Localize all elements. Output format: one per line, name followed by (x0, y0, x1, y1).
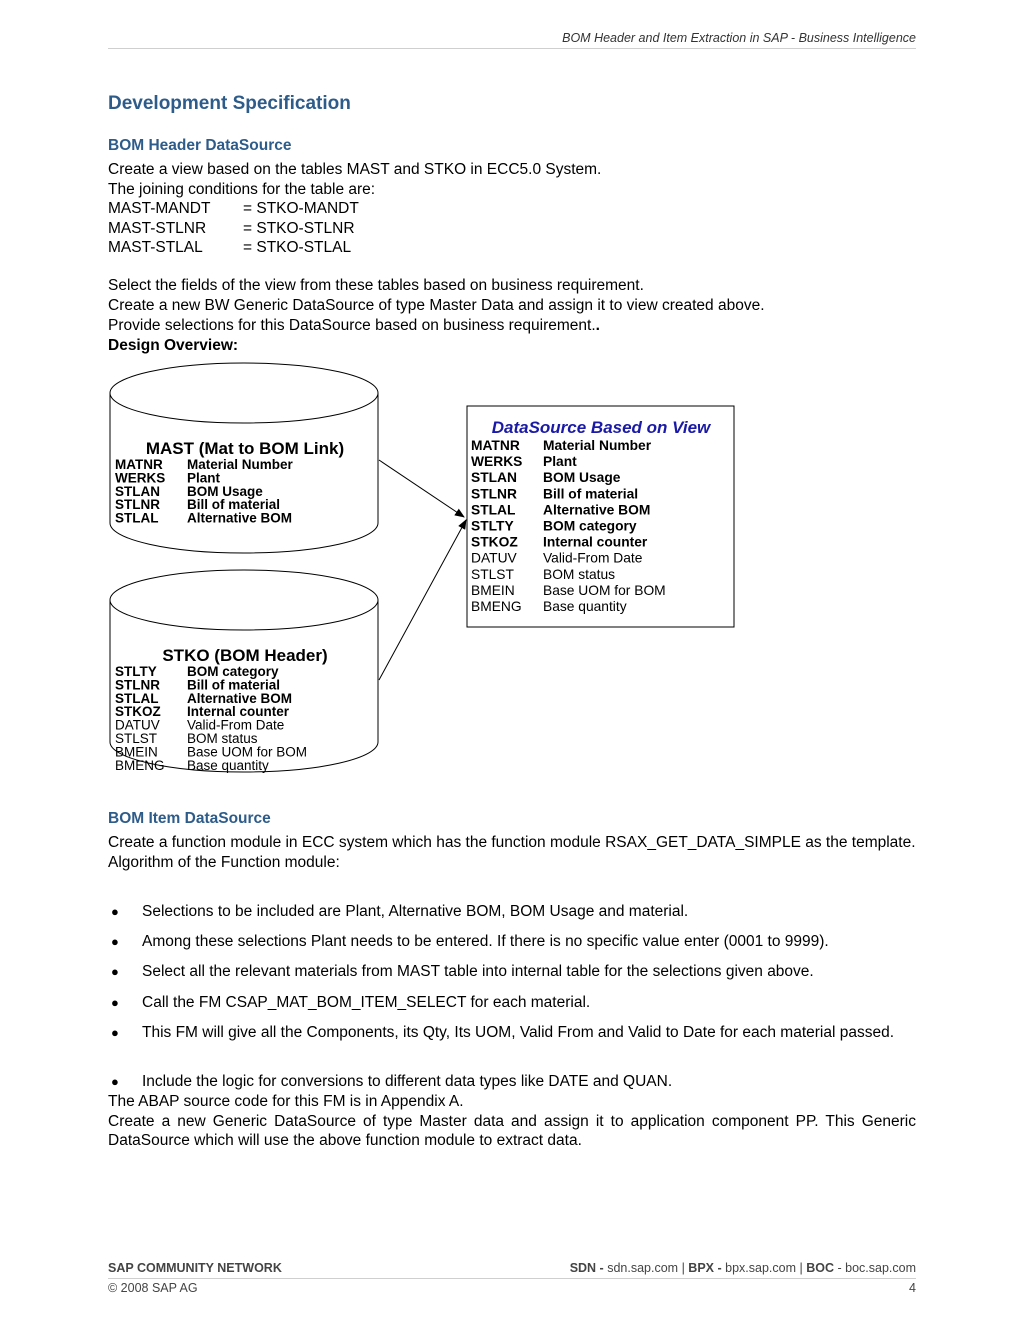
stko-field-code: DATUV (115, 717, 160, 733)
join-right: = STKO-STLAL (243, 239, 352, 256)
closing-line: Create a new Generic DataSource of type Master data and assign it to application component PP. This Generic DataSource which will use the above function module to extract data. (108, 1112, 916, 1149)
view-field-code: WERKS (471, 454, 523, 470)
mast-field-code: STLAL (115, 510, 159, 526)
para-line: Create a new BW Generic DataSource of type Master Data and assign it to view created above. (108, 296, 765, 314)
join-right: = STKO-STLNR (243, 219, 355, 237)
sdn-label: SDN - (569, 1261, 604, 1275)
mast-field-desc: Plant (187, 470, 221, 486)
intro-line: Algorithm of the Function module: (108, 853, 340, 871)
view-field-code: STLST (471, 566, 514, 582)
bpx-label: BPX - (688, 1261, 722, 1275)
intro-line: Create a function module in ECC system which has the function module RSAX_GET_DATA_SIMPLE as the template. (108, 834, 916, 851)
bom-item-closing (108, 1092, 916, 1151)
view-field-desc: BOM Usage (543, 470, 621, 486)
mast-field-code: STLAN (115, 483, 160, 499)
datasource-view-title: DataSource Based on View (491, 418, 711, 437)
bullet-icon: ● (111, 964, 119, 979)
bullet-icon: ● (111, 904, 119, 919)
view-field-code: STLAN (471, 470, 517, 486)
view-field-code: DATUV (471, 550, 517, 566)
view-field-desc: Alternative BOM (543, 502, 651, 518)
bom-item-heading: BOM Item DataSource (108, 810, 271, 827)
stko-field-desc: Internal counter (187, 704, 290, 720)
para-line: Select the fields of the view from these tables based on business requirement. (108, 277, 644, 294)
bullet-icon: ● (111, 934, 119, 949)
view-field-code: STLNR (471, 486, 517, 502)
footer-divider (108, 1278, 916, 1279)
mast-field-code: WERKS (115, 470, 166, 486)
view-field-code: STKOZ (471, 534, 518, 550)
stko-field-desc: Bill of material (187, 677, 281, 693)
mast-field-desc: Alternative BOM (187, 510, 293, 526)
para-line: Provide selections for this DataSource based on business requirement.. (108, 317, 600, 334)
separator: | (799, 1261, 803, 1275)
stko-field-code: BMEIN (115, 744, 158, 760)
view-field-desc: Bill of material (543, 486, 639, 502)
stko-field-desc: BOM status (187, 731, 258, 746)
stko-field-code: BMENG (115, 757, 165, 773)
list-item: ● This FM will give all the Components, its Qty, Its UOM, Valid From and Valid to Date for each material passed. (108, 1023, 916, 1043)
view-field-code: BMENG (471, 599, 522, 614)
stko-field-code: STLAL (115, 690, 159, 706)
intro-line: The joining conditions for the table are: (108, 180, 376, 198)
view-field-desc: BOM category (543, 518, 637, 534)
join-left: MAST-STLAL (108, 239, 203, 256)
mast-to-view-arrow (379, 460, 464, 517)
stko-field-desc: Alternative BOM (187, 690, 293, 706)
stko-field-desc: Base UOM for BOM (187, 744, 308, 760)
bullet-icon: ● (111, 1074, 119, 1089)
mast-field-code: STLNR (115, 497, 160, 513)
closing-line: The ABAP source code for this FM is in Appendix A. (108, 1093, 464, 1110)
footer-links (570, 1261, 916, 1275)
mast-title: MAST (Mat to BOM Link) (145, 439, 345, 458)
bullet-icon: ● (111, 995, 119, 1010)
stko-field-desc: BOM category (187, 664, 279, 679)
view-field-desc: Material Number (543, 438, 652, 453)
view-field-code: STLAL (471, 502, 516, 518)
separator: | (681, 1261, 685, 1275)
view-field-desc: Internal counter (543, 534, 648, 550)
join-left: MAST-MANDT (108, 200, 211, 217)
mast-field-desc: Material Number (187, 457, 293, 472)
stko-field-code: STLST (115, 731, 158, 746)
sdn-link[interactable]: sdn.sap.com (607, 1261, 679, 1275)
page-number: 4 (909, 1281, 916, 1295)
section-title: Development Specification (108, 93, 351, 114)
list-item: ● Call the FM CSAP_MAT_BOM_ITEM_SELECT for each material. (108, 993, 916, 1013)
view-field-desc: Valid-From Date (543, 550, 643, 566)
list-item: ● Among these selections Plant needs to be entered. If there is no specific value enter (0001 to 9999). (108, 932, 916, 952)
footer-network: SAP COMMUNITY NETWORK (108, 1261, 282, 1275)
view-field-code: BMEIN (471, 582, 515, 598)
view-field-desc: Base quantity (543, 599, 627, 614)
bom-item-intro (108, 833, 916, 872)
design-overview-label: Design Overview: (108, 336, 239, 354)
footer-copyright: © 2008 SAP AG (108, 1281, 198, 1295)
stko-to-view-arrow (379, 520, 466, 680)
list-item: ● Include the logic for conversions to different data types like DATE and QUAN. (108, 1072, 916, 1092)
mast-field-code: MATNR (115, 457, 163, 472)
view-field-code: MATNR (471, 438, 520, 453)
mast-field-desc: BOM Usage (187, 483, 263, 499)
bullet-icon: ● (111, 1025, 119, 1040)
view-field-code: STLTY (471, 518, 514, 534)
list-item: ● Selections to be included are Plant, Alternative BOM, BOM Usage and material. (108, 902, 916, 922)
view-field-desc: Base UOM for BOM (543, 582, 666, 598)
stko-field-code: STLNR (115, 677, 160, 693)
stko-field-code: STKOZ (115, 704, 161, 720)
mast-field-desc: Bill of material (187, 497, 281, 513)
boc-link[interactable]: - boc.sap.com (837, 1261, 916, 1275)
stko-field-desc: Base quantity (187, 757, 269, 773)
stko-field-desc: Valid-From Date (187, 717, 285, 733)
stko-field-list (115, 664, 307, 773)
bpx-link[interactable]: bpx.sap.com (725, 1261, 796, 1275)
join-right: = STKO-MANDT (243, 200, 359, 217)
view-field-desc: BOM status (543, 566, 616, 582)
stko-field-code: STLTY (115, 664, 157, 679)
view-field-desc: Plant (543, 454, 577, 470)
bom-header-heading: BOM Header DataSource (108, 137, 292, 154)
list-item: ● Select all the relevant materials from MAST table into internal table for the selections given above. (108, 962, 916, 982)
intro-line: Create a view based on the tables MAST and STKO in ECC5.0 System. (108, 161, 602, 178)
boc-label: BOC (806, 1261, 834, 1275)
join-left: MAST-STLNR (108, 219, 207, 237)
stko-title: STKO (BOM Header) (162, 646, 328, 665)
running-header: BOM Header and Item Extraction in SAP - Business Intelligence (562, 31, 916, 45)
